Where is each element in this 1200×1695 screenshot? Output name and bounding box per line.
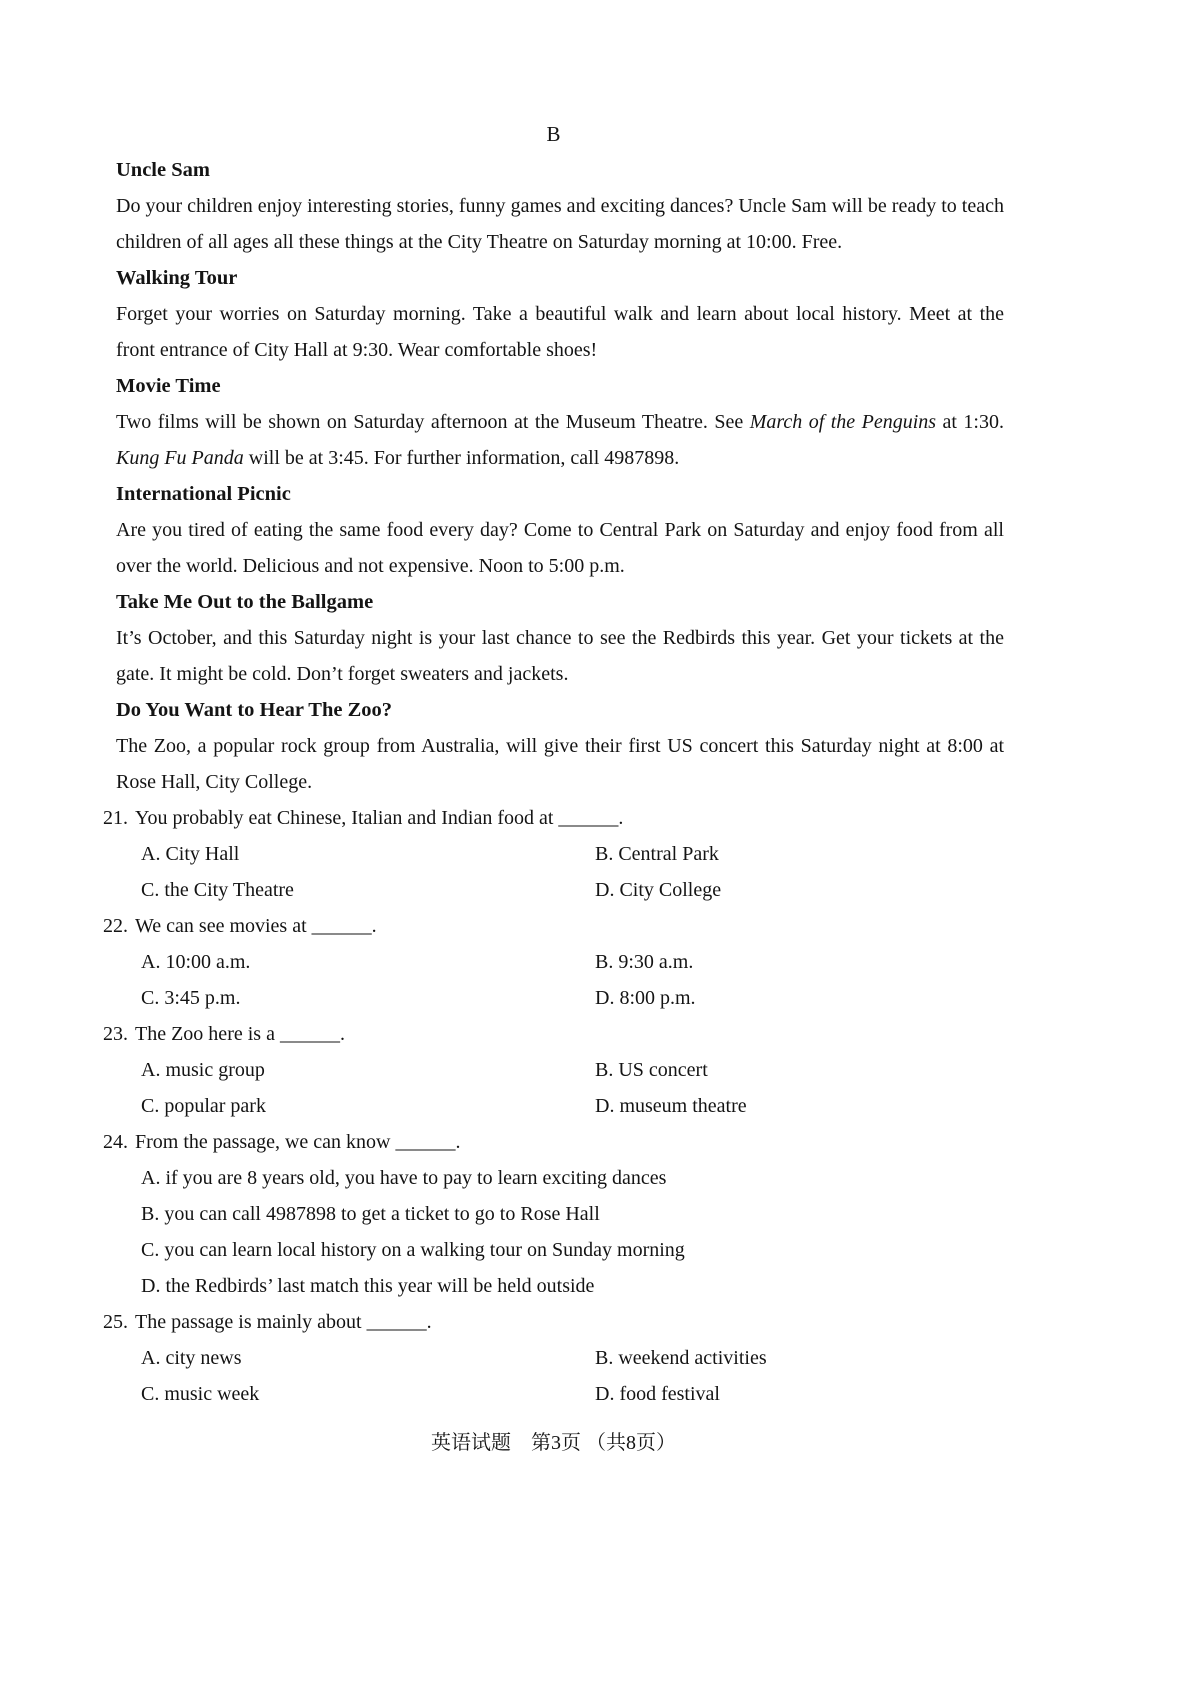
- question-stem-text: The passage is mainly about ______.: [135, 1311, 432, 1333]
- option-d: D. City College: [595, 879, 722, 901]
- option-b: B. you can call 4987898 to get a ticket to go to Rose Hall: [141, 1203, 600, 1225]
- option-a: A. if you are 8 years old, you have to pay to learn exciting dances: [141, 1167, 667, 1189]
- option-b: B. US concert: [595, 1059, 708, 1081]
- question-number: 24.: [103, 1131, 128, 1153]
- passage-heading-uncle-sam: Uncle Sam: [116, 159, 210, 181]
- passage-body-walking-tour: Forget your worries on Saturday morning. Take a beautiful walk and learn about local history. Meet at the front entrance of City Hall at 9:30. Wear comfortable shoes!: [116, 303, 1004, 361]
- option-d: D. 8:00 p.m.: [595, 987, 696, 1009]
- body-text: will be at 3:45. For further information, call 4987898.: [243, 447, 680, 469]
- section-label: B: [546, 122, 561, 146]
- page-footer: 英语试题 第3页 （共8页）: [431, 1432, 676, 1454]
- passage-body-uncle-sam: Do your children enjoy interesting stories, funny games and exciting dances? Uncle Sam will be ready to teach children of all ages all these things at the City Theatre on Saturday morning at 10:00. Free.: [116, 195, 1004, 253]
- question-23: [103, 1016, 1004, 1124]
- question-25: [103, 1304, 1004, 1412]
- question-number: 22.: [103, 915, 128, 937]
- option-b: B. Central Park: [595, 843, 719, 865]
- option-a: A. music group: [141, 1059, 265, 1081]
- question-stem-text: From the passage, we can know ______.: [135, 1131, 461, 1153]
- option-c: C. you can learn local history on a walking tour on Sunday morning: [141, 1239, 685, 1261]
- question-number: 21.: [103, 807, 128, 829]
- option-c: C. music week: [141, 1383, 260, 1405]
- question-21: [103, 800, 1004, 908]
- passage-body-ballgame: It’s October, and this Saturday night is your last chance to see the Redbirds this year. Get your tickets at the gate. It might be cold. Don’t forget sweaters and jackets.: [116, 627, 1004, 685]
- body-text: Two films will be shown on Saturday afternoon at the Museum Theatre. See: [116, 411, 750, 433]
- film-title-march-of-the-penguins: March of the Penguins: [749, 411, 937, 433]
- option-d: D. museum theatre: [595, 1095, 747, 1117]
- passage-body-international-picnic: Are you tired of eating the same food every day? Come to Central Park on Saturday and enjoy food from all over the world. Delicious and not expensive. Noon to 5:00 p.m.: [116, 519, 1004, 577]
- question-22-stem: [103, 908, 1004, 944]
- passage-body-movie-time: [116, 404, 1004, 476]
- question-24-stem: [103, 1124, 1004, 1160]
- question-number: 23.: [103, 1023, 128, 1045]
- option-c: C. the City Theatre: [141, 879, 294, 901]
- option-a: A. City Hall: [141, 843, 240, 865]
- question-25-stem: [103, 1304, 1004, 1340]
- passage-body-the-zoo: The Zoo, a popular rock group from Australia, will give their first US concert this Saturday night at 8:00 at Rose Hall, City College.: [116, 735, 1004, 793]
- passage-heading-movie-time: Movie Time: [116, 375, 221, 397]
- film-title-kung-fu-panda: Kung Fu Panda: [116, 447, 244, 469]
- passage-heading-the-zoo: Do You Want to Hear The Zoo?: [116, 699, 393, 721]
- question-stem-text: The Zoo here is a ______.: [135, 1023, 345, 1045]
- body-text: at 1:30.: [936, 411, 1004, 433]
- option-a: A. city news: [141, 1347, 242, 1369]
- question-stem-text: You probably eat Chinese, Italian and Indian food at ______.: [135, 807, 624, 829]
- question-stem-text: We can see movies at ______.: [135, 915, 377, 937]
- option-d: D. food festival: [595, 1383, 720, 1405]
- question-23-stem: [103, 1016, 1004, 1052]
- question-21-stem: [103, 800, 1004, 836]
- passage-heading-walking-tour: Walking Tour: [116, 267, 238, 289]
- question-22: [103, 908, 1004, 1016]
- option-c: C. 3:45 p.m.: [141, 987, 241, 1009]
- option-b: B. 9:30 a.m.: [595, 951, 694, 973]
- question-number: 25.: [103, 1311, 128, 1333]
- option-c: C. popular park: [141, 1095, 266, 1117]
- passage-heading-international-picnic: International Picnic: [116, 483, 291, 505]
- option-d: D. the Redbirds’ last match this year will be held outside: [141, 1275, 595, 1297]
- passage-heading-ballgame: Take Me Out to the Ballgame: [116, 591, 374, 613]
- question-24: [103, 1124, 1004, 1304]
- option-a: A. 10:00 a.m.: [141, 951, 251, 973]
- option-b: B. weekend activities: [595, 1347, 767, 1369]
